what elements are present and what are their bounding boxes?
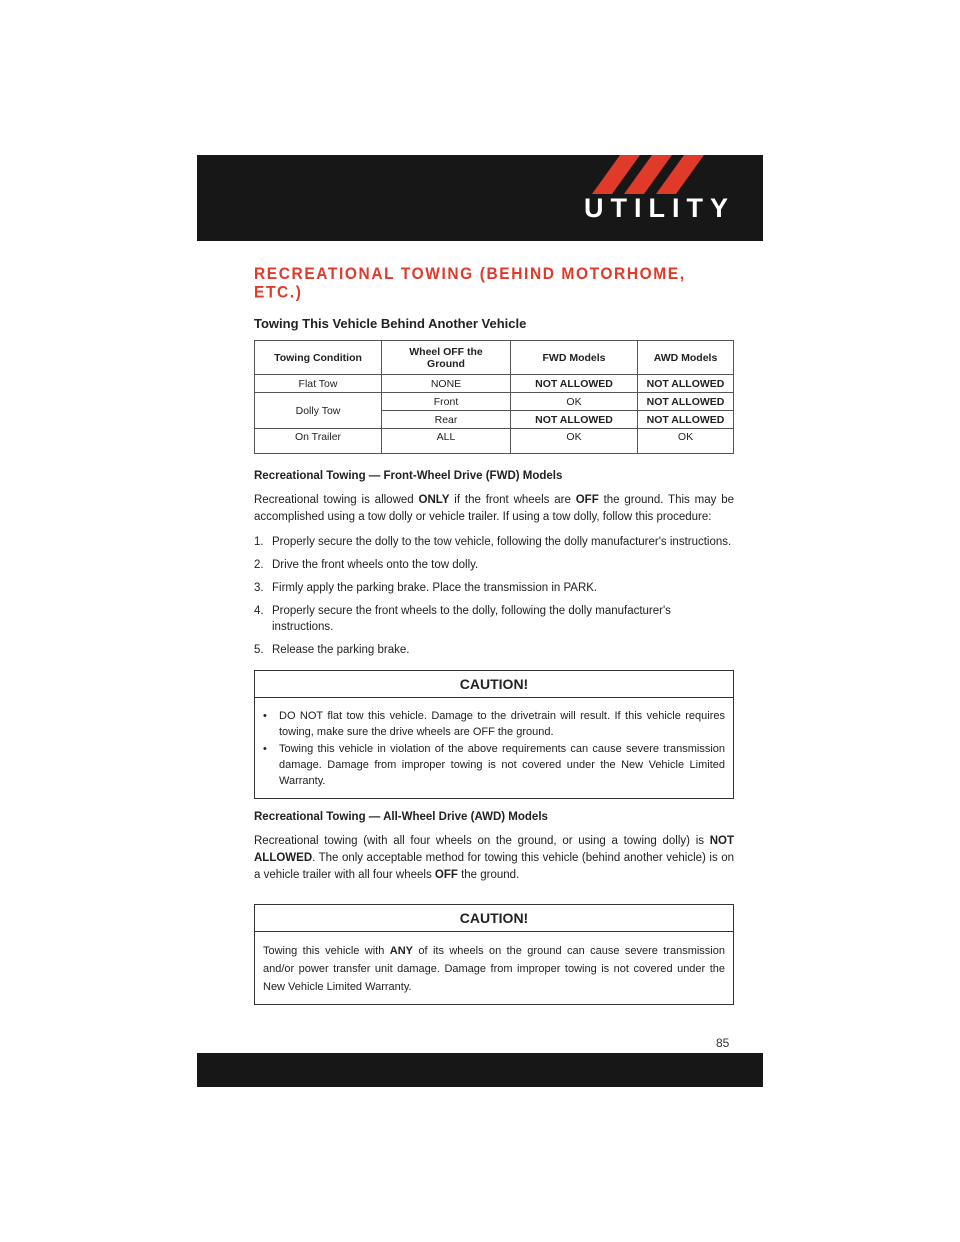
column-header-fwd: FWD Models	[511, 341, 638, 375]
list-item: 5. Release the parking brake.	[254, 644, 410, 656]
procedure-steps	[254, 534, 734, 658]
cell-wheel: Rear	[382, 411, 511, 429]
list-item: • Towing this vehicle in violation of the above requirements can cause severe transmission damage. Damage from improper towing is not covered under the New Vehicle Limited Warranty.	[263, 743, 725, 787]
column-header-condition: Towing Condition	[255, 341, 382, 375]
section-label: UTILITY	[584, 193, 735, 223]
caution-text: Towing this vehicle with ANY of its wheels on the ground can cause severe transmission and/or power transfer unit damage. Damage from improper towing is not covered under the New Vehicle Limited Warranty.	[263, 945, 725, 993]
table-row	[255, 393, 734, 411]
cell-condition: On Trailer	[255, 429, 382, 454]
bullet-icon: •	[263, 743, 267, 755]
cell-condition: Flat Tow	[255, 375, 382, 393]
header-band	[197, 155, 763, 241]
table-row	[255, 429, 734, 454]
column-header-wheel: Wheel OFF the Ground	[382, 341, 511, 375]
stripes-logo	[592, 155, 712, 194]
towing-table	[254, 340, 734, 454]
cell-wheel: ALL	[382, 429, 511, 454]
list-item: 1. Properly secure the dolly to the tow vehicle, following the dolly manufacturer's instructions.	[254, 536, 732, 548]
cell-condition: Dolly Tow	[255, 393, 382, 429]
caution-title: CAUTION!	[255, 671, 733, 698]
table-row	[255, 375, 734, 393]
cell-fwd: OK	[511, 393, 638, 411]
awd-heading: Recreational Towing — All-Wheel Drive (AWD) Models	[254, 811, 548, 823]
footer-band	[197, 1053, 763, 1087]
list-item: 4. Properly secure the front wheels to the dolly, following the dolly manufacturer's instructions.	[254, 605, 671, 633]
cell-fwd: NOT ALLOWED	[511, 411, 638, 429]
awd-text: Recreational towing (with all four wheels on the ground, or using a towing dolly) is NOT ALLOWED. The only acceptable method for towing this vehicle (behind another vehicle) is on a vehicle trailer with all four wheels OFF the ground.	[254, 835, 734, 881]
cell-fwd: OK	[511, 429, 638, 454]
cell-awd: NOT ALLOWED	[638, 411, 734, 429]
list-item: 3. Firmly apply the parking brake. Place the transmission in PARK.	[254, 582, 598, 594]
cell-awd: OK	[677, 431, 694, 443]
fwd-intro: Recreational towing is allowed ONLY if the front wheels are OFF the ground. This may be accomplished using a tow dolly or vehicle trailer. If using a tow dolly, follow this procedure:	[254, 494, 735, 523]
table-title: Towing This Vehicle Behind Another Vehicle	[254, 316, 527, 331]
caution-title: CAUTION!	[255, 905, 733, 932]
fwd-heading: Recreational Towing — Front-Wheel Drive (FWD) Models	[254, 470, 563, 482]
bullet-icon: •	[263, 710, 267, 722]
cell-wheel: Front	[382, 393, 511, 411]
page-number: 85	[716, 1036, 730, 1050]
cell-wheel: NONE	[382, 375, 511, 393]
cell-awd: NOT ALLOWED	[638, 375, 734, 393]
caution-box-flat-tow	[254, 670, 734, 799]
page-content	[254, 266, 734, 1017]
table-header-row	[255, 341, 734, 375]
cell-awd: NOT ALLOWED	[638, 393, 734, 411]
cell-fwd: NOT ALLOWED	[511, 375, 638, 393]
page-title: RECREATIONAL TOWING (BEHIND MOTORHOME, ETC.)	[254, 265, 686, 302]
list-item: 2. Drive the front wheels onto the tow dolly.	[254, 559, 479, 571]
caution-box-awd	[254, 904, 734, 1005]
list-item: • DO NOT flat tow this vehicle. Damage to the drivetrain will result. If this vehicle requires towing, make sure the drive wheels are OFF the ground.	[263, 710, 725, 738]
column-header-awd: AWD Models	[638, 341, 734, 375]
